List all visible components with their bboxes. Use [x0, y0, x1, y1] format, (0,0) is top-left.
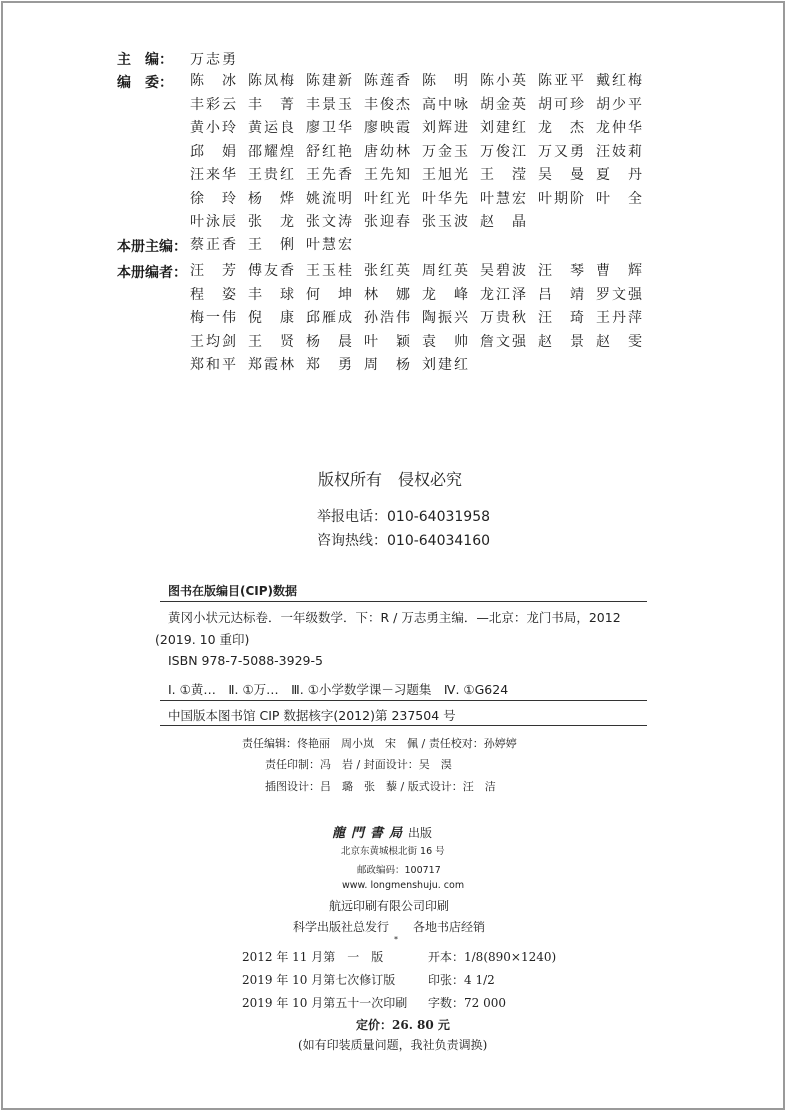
quality-note: (如有印装质量问题，我社负责调换) [298, 1038, 488, 1052]
credits-editors: 责任编辑：佟艳丽 周小岚 宋 佩 / 责任校对：孙婷婷 [242, 737, 517, 750]
volume-editor-name: 林 娜 [364, 286, 412, 303]
board-name: 叶慧宏 [480, 190, 528, 207]
volume-editor-row [190, 283, 654, 305]
board-row [190, 187, 654, 209]
board-name: 陈 冰 [190, 73, 238, 89]
board-row [190, 140, 654, 162]
volume-editor-name: 周红英 [422, 263, 470, 279]
volume-editor-name: 王丹萍 [596, 310, 644, 326]
board-name: 张 龙 [248, 214, 296, 230]
editorial-board-label: 编 委： [117, 75, 173, 91]
board-name: 胡金英 [480, 96, 528, 113]
board-name: 汪妓莉 [596, 143, 644, 160]
volume-editor-name: 王均剑 [190, 333, 238, 350]
board-name: 叶泳辰 [190, 214, 238, 230]
board-name: 戴红梅 [596, 73, 644, 89]
volume-editor-name: 万贵秋 [480, 310, 528, 326]
publisher-address: 北京东黄城根北街 16 号 [341, 846, 445, 857]
volume-editor-name: 赵 雯 [596, 333, 644, 350]
cip-top-rule [160, 601, 647, 602]
cip-number: 中国版本图书馆 CIP 数据核字(2012)第 237504 号 [168, 708, 456, 723]
printed-sheets: 印张：4 1/2 [428, 973, 495, 987]
board-name: 陈 明 [422, 73, 470, 89]
copyright-notice: 版权所有 侵权必究 [318, 470, 463, 489]
board-row [190, 116, 654, 138]
board-name: 陈小英 [480, 73, 528, 89]
board-name: 丰景玉 [306, 96, 354, 113]
volume-chief-row [190, 233, 364, 255]
board-name: 丰彩云 [190, 96, 238, 113]
board-name: 黄运良 [248, 120, 296, 136]
board-name: 万又勇 [538, 143, 586, 160]
volume-editor-name: 张红英 [364, 263, 412, 279]
cip-bottom-rule [160, 725, 647, 726]
board-name: 邱 娟 [190, 143, 238, 160]
volume-editor-name: 刘建红 [422, 357, 470, 373]
board-name: 胡可珍 [538, 96, 586, 113]
board-name: 吴 曼 [538, 167, 586, 183]
board-name: 龙 杰 [538, 120, 586, 136]
board-name: 廖映霞 [364, 120, 412, 136]
board-row [190, 93, 654, 115]
board-name: 陈亚平 [538, 73, 586, 89]
credits-illustration-layout: 插图设计：吕 璐 张 藜 / 版式设计：汪 洁 [265, 780, 496, 793]
board-row [190, 163, 654, 185]
asterisk-separator: * [394, 935, 398, 944]
volume-editor-name: 周 杨 [364, 357, 412, 373]
board-name: 王贵红 [248, 167, 296, 183]
credits-printing-cover: 责任印制：冯 岩 / 封面设计：吴 淏 [265, 758, 452, 771]
board-name: 黄小玲 [190, 120, 238, 136]
printing-count: 2019 年 10 月第五十一次印刷 [242, 996, 408, 1010]
board-name: 叶红光 [364, 190, 412, 207]
board-name: 杨 烨 [248, 190, 296, 207]
board-name: 叶 全 [596, 190, 644, 207]
volume-editor-name: 龙江泽 [480, 286, 528, 303]
board-name: 刘辉进 [422, 120, 470, 136]
board-name: 廖卫华 [306, 120, 354, 136]
volume-editor-row [190, 330, 654, 352]
volume-chief-name: 蔡正香 [190, 237, 238, 253]
volume-editor-name: 王 贤 [248, 333, 296, 350]
volume-editor-name: 罗文强 [596, 286, 644, 303]
cip-mid-rule [160, 700, 647, 701]
board-name: 汪来华 [190, 167, 238, 183]
volume-editor-name: 吴碧波 [480, 263, 528, 279]
board-name: 叶期阶 [538, 190, 586, 207]
format-size: 开本：1/8(890×1240) [428, 950, 557, 964]
volume-editor-row [190, 353, 480, 375]
volume-editor-name: 倪 康 [248, 310, 296, 326]
volume-editor-name: 曹 辉 [596, 263, 644, 279]
board-name: 万俊江 [480, 143, 528, 160]
board-name: 姚流明 [306, 190, 354, 207]
volume-editor-name: 汪 芳 [190, 263, 238, 279]
report-telephone: 举报电话：010-64031958 [317, 509, 491, 525]
board-name: 陈建新 [306, 73, 354, 89]
volume-editor-name: 赵 景 [538, 333, 586, 350]
volume-editor-name: 郑霞林 [248, 357, 296, 373]
volume-chief-name: 王 俐 [248, 237, 296, 253]
printer: 航远印刷有限公司印刷 [329, 899, 450, 913]
board-name: 万金玉 [422, 143, 470, 160]
cip-reprint-line: (2019. 10 重印) [155, 632, 250, 647]
cip-classification: Ⅰ. ①黄… Ⅱ. ①万… Ⅲ. ①小学数学课－习题集 Ⅳ. ①G624 [168, 682, 509, 697]
board-name: 王 滢 [480, 167, 528, 183]
volume-editor-name: 袁 帅 [422, 333, 470, 350]
volume-editor-name: 邱雁成 [306, 310, 354, 326]
board-name: 叶华先 [422, 190, 470, 207]
board-name: 邵耀煌 [248, 143, 296, 160]
volume-editor-name: 孙浩伟 [364, 310, 412, 326]
board-name: 陈凤梅 [248, 73, 296, 89]
volume-chief-label: 本册主编： [117, 239, 187, 255]
board-name: 王旭光 [422, 167, 470, 183]
board-name: 高中咏 [422, 96, 470, 113]
cip-bibliographic-line: 黄冈小状元达标卷．一年级数学．下：R / 万志勇主编．—北京：龙门书局，2012 [168, 610, 621, 625]
volume-editor-row [190, 306, 654, 328]
edition-revised: 2019 年 10 月第七次修订版 [242, 973, 396, 987]
price: 定价：26. 80 元 [356, 1018, 450, 1032]
board-name: 龙仲华 [596, 120, 644, 136]
publisher-suffix: 出版 [408, 826, 433, 840]
board-name: 丰俊杰 [364, 96, 412, 113]
volume-editor-name: 龙 峰 [422, 286, 470, 303]
volume-editor-name: 傅友香 [248, 263, 296, 279]
board-name: 夏 丹 [596, 167, 644, 183]
board-name: 陈莲香 [364, 73, 412, 89]
word-count: 字数：72 000 [428, 996, 506, 1010]
board-name: 张文涛 [306, 214, 354, 230]
publisher-website: www. longmenshuju. com [342, 880, 465, 891]
volume-editor-name: 杨 晨 [306, 333, 354, 350]
volume-editor-name: 詹文强 [480, 333, 528, 350]
distribution: 科学出版社总发行 各地书店经销 [293, 920, 486, 934]
board-name: 张迎春 [364, 214, 412, 230]
volume-chief-name: 叶慧宏 [306, 237, 354, 253]
volume-editor-name: 程 姿 [190, 286, 238, 303]
board-name: 王先知 [364, 167, 412, 183]
board-name: 徐 玲 [190, 190, 238, 207]
volume-editor-name: 何 坤 [306, 286, 354, 303]
publisher-line [332, 822, 432, 841]
volume-editor-row [190, 259, 654, 281]
edition-first: 2012 年 11 月第 一 版 [242, 950, 384, 964]
chief-editor-name: 万志勇 [190, 52, 238, 68]
volume-editors-label: 本册编者： [117, 265, 187, 281]
board-row [190, 69, 654, 91]
publisher-name: 龍門書局 [332, 826, 409, 841]
volume-editor-name: 丰 球 [248, 286, 296, 303]
board-name: 胡少平 [596, 96, 644, 113]
volume-editor-name: 汪 琴 [538, 263, 586, 279]
consult-hotline: 咨询热线：010-64034160 [317, 533, 491, 549]
volume-editor-name: 王玉桂 [306, 263, 354, 279]
board-name: 舒红艳 [306, 143, 354, 160]
cip-title: 图书在版编目(CIP)数据 [168, 584, 298, 598]
board-row [190, 210, 538, 232]
board-name: 唐幼林 [364, 143, 412, 160]
board-name: 丰 菁 [248, 96, 296, 113]
cip-isbn: ISBN 978-7-5088-3929-5 [168, 653, 323, 668]
board-name: 王先香 [306, 167, 354, 183]
volume-editor-name: 陶振兴 [422, 310, 470, 326]
volume-editor-name: 汪 琦 [538, 310, 586, 326]
board-name: 赵 晶 [480, 214, 528, 230]
board-name: 刘建红 [480, 120, 528, 136]
volume-editor-name: 吕 靖 [538, 286, 586, 303]
board-name: 张玉波 [422, 214, 470, 230]
volume-editor-name: 叶 颖 [364, 333, 412, 350]
chief-editor-label: 主 编： [117, 52, 173, 68]
volume-editor-name: 郑和平 [190, 357, 238, 373]
volume-editor-name: 郑 勇 [306, 357, 354, 373]
volume-editor-name: 梅一伟 [190, 310, 238, 326]
publisher-postcode: 邮政编码：100717 [357, 865, 441, 876]
